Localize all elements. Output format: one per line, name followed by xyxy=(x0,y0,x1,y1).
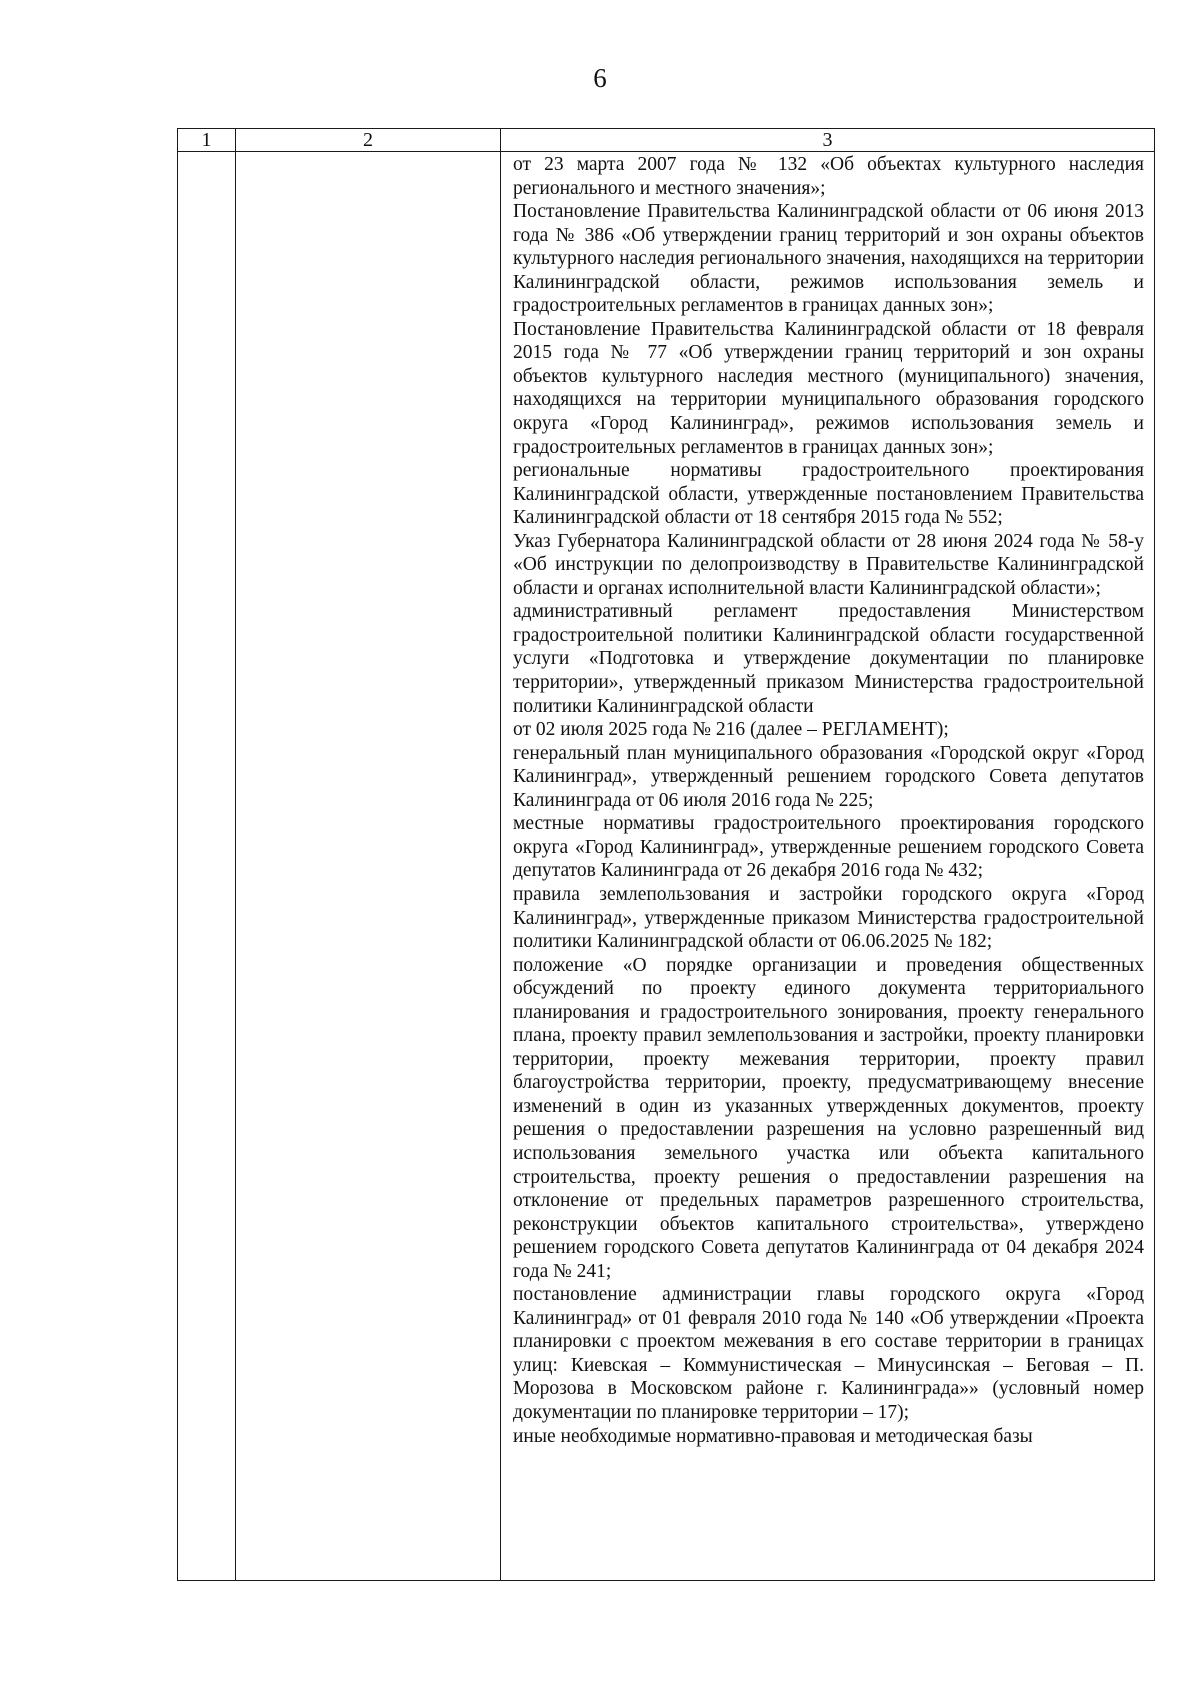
legal-document-item: от 02 июля 2025 года № 216 (далее – РЕГЛАМЕНТ); xyxy=(513,719,949,741)
legal-document-item: правила землепользования и застройки городского округа «Город Калининград», утвержденные приказом Министерства градостроительной политики Калининградской области от 06.06.2025 № 182; xyxy=(513,883,1144,953)
column-2-header: 2 xyxy=(236,129,501,152)
table-body-row xyxy=(178,152,1155,1581)
page-number: 6 xyxy=(593,63,607,93)
legal-document-item: Указ Губернатора Калининградской области от 28 июня 2024 года № 58-у «Об инструкции по делопроизводству в Правительстве Калининградской области и органах исполнительной власти Калининградской области»; xyxy=(513,530,1144,599)
column-1-header: 1 xyxy=(178,129,236,152)
table-header-row xyxy=(178,129,1155,152)
legal-document-item: административный регламент предоставления Министерством градостроительной политики Калининградской области государственной услуги «Подготовка и утверждение документации по планировке территории», утвержденный приказом Министерства градостроительной политики Калининградской области xyxy=(513,601,1144,717)
legal-document-item: от 23 марта 2007 года № 132 «Об объектах культурного наследия регионального и местного значения»; xyxy=(513,154,1144,199)
legal-document-item: иные необходимые нормативно-правовая и методическая базы xyxy=(513,1425,1033,1447)
legal-document-item: постановление администрации главы городского округа «Город Калининград» от 01 февраля 2010 года № 140 «Об утверждении «Проекта планировки с проектом межевания в его составе территории в границах улиц: Киевская – Коммунистическая – Минусинская – Беговая – П. Морозова в Московском районе г. Калининграда»» (условный номер документации по планировке территории – 17); xyxy=(513,1284,1144,1423)
legal-document-item: генеральный план муниципального образования «Городской округ «Город Калининград», утвержденный решением городского Совета депутатов Калининграда от 06 июля 2016 года № 225; xyxy=(513,742,1144,811)
column-2-cell xyxy=(236,152,501,1581)
legal-document-item: региональные нормативы градостроительного проектирования Калининградской области, утвержденные постановлением Правительства Калининградской области от 18 сентября 2015 года № 552; xyxy=(513,460,1144,529)
column-3-header: 3 xyxy=(501,129,1155,152)
legal-document-item: Постановление Правительства Калининградской области от 18 февраля 2015 года № 77 «Об утверждении границ территорий и зон охраны объектов культурного наследия местного (муниципального) значения, находящихся на территории муниципального образования городского округа «Город Калининград», режимов использования земель и градостроительных регламентов в границах данных зон»; xyxy=(513,318,1144,458)
legal-document-item: местные нормативы градостроительного проектирования городского округа «Город Калининград», утвержденные решением городского Совета депутатов Калининграда от 26 декабря 2016 года № 432; xyxy=(513,813,1144,882)
legal-document-item: положение «О порядке организации и проведения общественных обсуждений по проекту единого документа территориального планирования и градостроительного зонирования, проекту генерального плана, проекту правил землепользования и застройки, проекту планировки территории, проекту межевания территории, проекту правил благоустройства территории, проекту, предусматривающему внесение изменений в один из указанных утвержденных документов, проекту решения о предоставлении разрешения на условно разрешенный вид использования земельного участка или объекта капитального строительства, проекту решения о предоставлении разрешения на отклонение от предельных параметров разрешенного строительства, реконструкции объектов капитального строительства», утверждено решением городского Совета депутатов Калининграда от 04 декабря 2024 года № 241; xyxy=(513,954,1144,1282)
column-1-cell xyxy=(178,152,236,1581)
legal-document-item: Постановление Правительства Калининградской области от 06 июня 2013 года № 386 «Об утверждении границ территорий и зон охраны объектов культурного наследия регионального значения, находящихся на территории Калининградской области, режимов использования земель и градостроительных регламентов в границах данных зон»; xyxy=(513,201,1144,317)
legal-basis-cell xyxy=(501,152,1155,1581)
regulations-table xyxy=(177,128,1155,1581)
